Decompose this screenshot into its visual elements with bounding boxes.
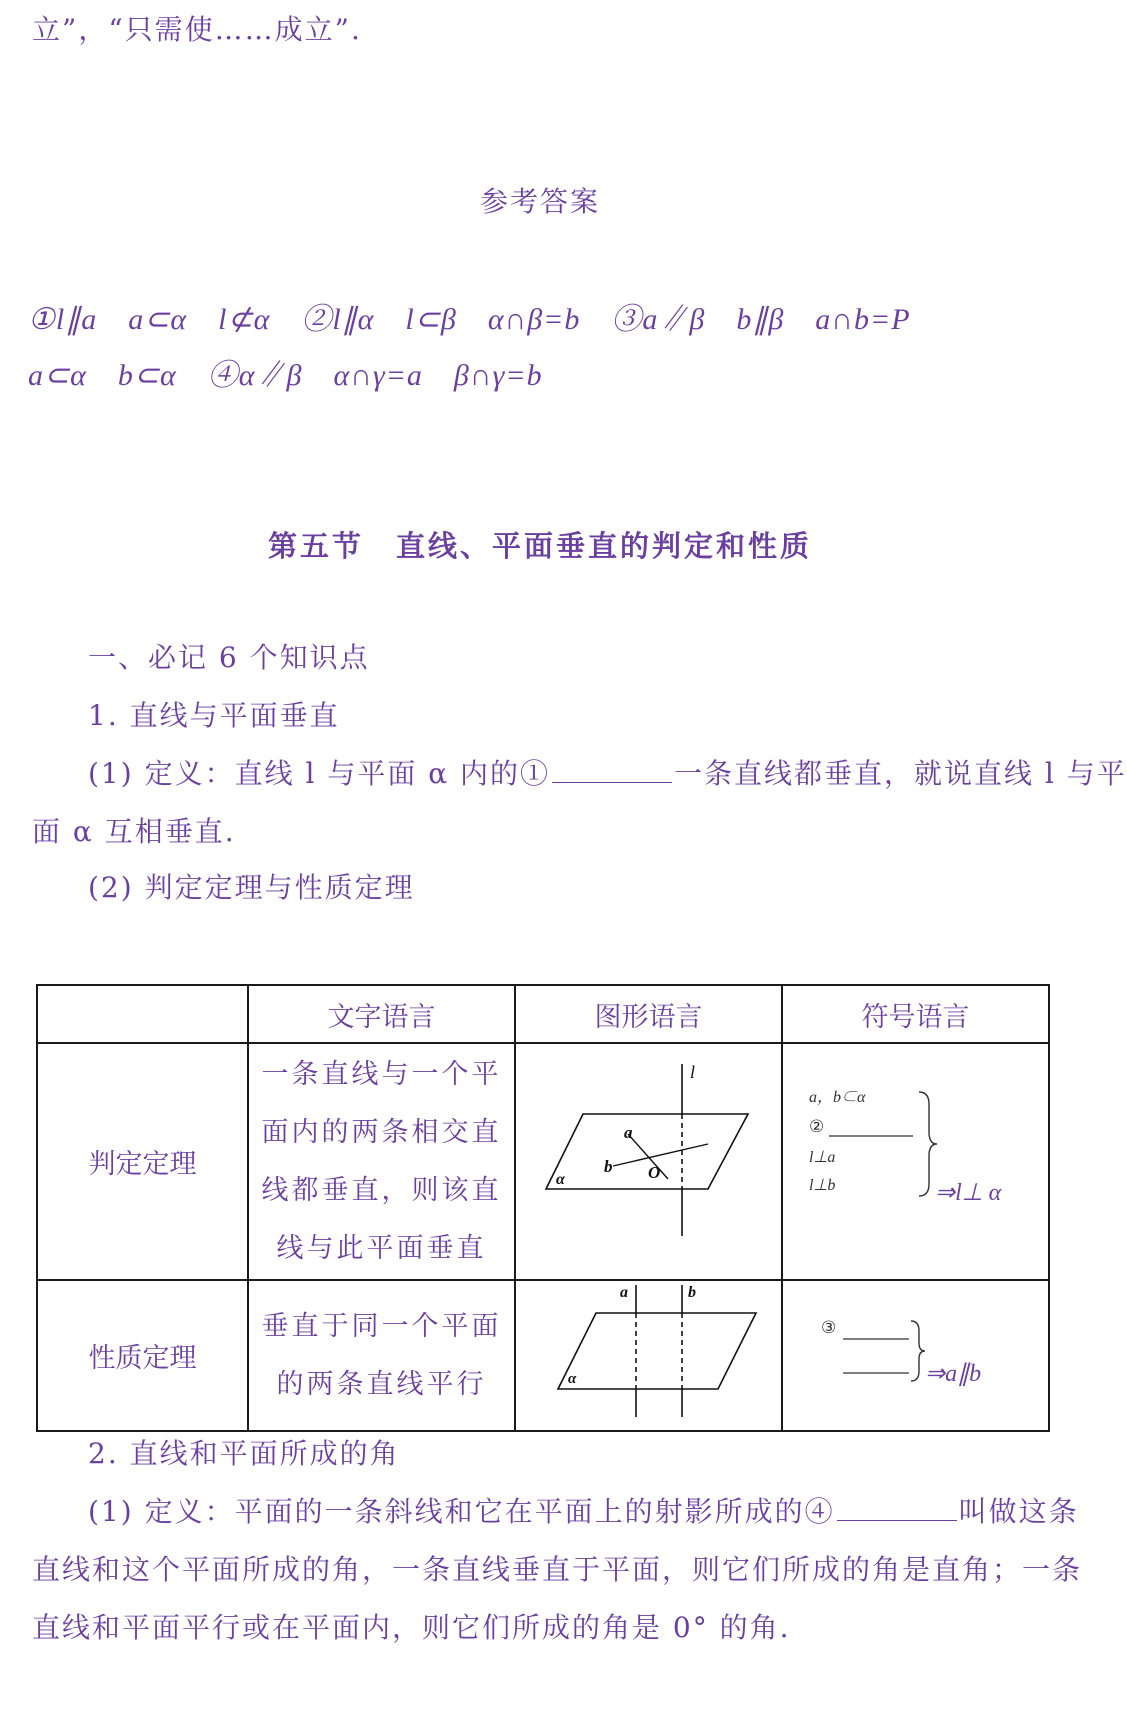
criterion-text-line: 一条直线与一个平 — [261, 1058, 502, 1090]
property-diagram — [518, 1281, 780, 1423]
label-b: b — [603, 1157, 612, 1176]
definition-paragraph — [88, 752, 1127, 792]
header-figure-language: 图形语言 — [515, 985, 782, 1043]
criterion-symbol-block — [785, 1044, 1047, 1272]
continuation-text: 立”，“只需使……成立”. — [32, 13, 362, 46]
plane-parallelogram — [546, 1114, 748, 1189]
label-a2: a — [619, 1284, 628, 1301]
criterion-text-line: 面内的两条相交直 — [261, 1116, 502, 1148]
table-row-criterion — [37, 1043, 1049, 1280]
section-title: 第五节 直线、平面垂直的判定和性质 — [267, 529, 812, 563]
label-a: a — [623, 1123, 632, 1142]
row-label-property: 性质定理 — [37, 1280, 248, 1431]
header-symbol-language: 符号语言 — [782, 985, 1049, 1043]
property-figure — [515, 1280, 782, 1431]
table-row-property — [37, 1280, 1049, 1431]
answers-line-2: a⊂α b⊂α ④α∥β α∩γ=a β∩γ=b — [28, 359, 543, 392]
property-symbols — [782, 1280, 1049, 1431]
header-text-language: 文字语言 — [248, 985, 515, 1043]
angle-def-text-a: (1) 定义：平面的一条斜线和它在平面上的射影所成的④ — [88, 1495, 835, 1528]
symbol-line-2: ② — [808, 1117, 824, 1136]
header-empty — [37, 985, 248, 1043]
definition-text-c: 面 α 互相垂直. — [32, 815, 236, 848]
answer-blank-1 — [552, 760, 672, 783]
label-alpha2: α — [567, 1371, 576, 1387]
subheading-theorems: (2) 判定定理与性质定理 — [88, 871, 415, 904]
property-symbol-block — [785, 1281, 1047, 1423]
symbol-line-3: l⊥a — [808, 1149, 835, 1166]
heading-knowledge-points: 一、必记 6 个知识点 — [88, 641, 370, 674]
symbol-result-2: ⇒a∥b — [924, 1361, 981, 1387]
label-b2: b — [687, 1284, 696, 1301]
theorem-table — [36, 984, 1050, 1432]
answers-line-1: ①l∥a a⊂α l⊄α ②l∥α l⊂β α∩β=b ③a∥β b∥β a∩b=P — [28, 303, 911, 336]
brace-icon — [911, 1321, 925, 1381]
symbol-line-3-circle: ③ — [820, 1318, 836, 1337]
criterion-figure — [515, 1043, 782, 1280]
row-label-criterion: 判定定理 — [37, 1043, 248, 1280]
property-text-line: 垂直于同一个平面 — [261, 1310, 502, 1342]
label-l: l — [689, 1062, 695, 1082]
property-text-line: 的两条直线平行 — [276, 1368, 487, 1400]
plane-parallelogram-2 — [558, 1313, 756, 1389]
heading-line-plane-angle: 2. 直线和平面所成的角 — [88, 1437, 400, 1470]
definition-text-b: 一条直线都垂直，就说直线 l 与平 — [674, 757, 1127, 790]
criterion-symbols — [782, 1043, 1049, 1280]
line-b — [613, 1144, 708, 1166]
heading-line-plane-perp: 1. 直线与平面垂直 — [88, 699, 340, 732]
criterion-text-line: 线都垂直，则该直 — [261, 1174, 502, 1206]
criterion-diagram — [518, 1044, 780, 1272]
criterion-text — [248, 1043, 515, 1280]
symbol-line-1: a，b⊂α — [808, 1089, 865, 1106]
angle-def-line-3: 直线和平面平行或在平面内，则它们所成的角是 0° 的角. — [32, 1611, 791, 1644]
table-header-row — [37, 985, 1049, 1043]
definition-text-a: (1) 定义：直线 l 与平面 α 内的① — [88, 757, 551, 790]
criterion-text-line: 线与此平面垂直 — [276, 1232, 487, 1264]
angle-def-line-2: 直线和这个平面所成的角，一条直线垂直于平面，则它们所成的角是直角；一条 — [32, 1553, 1083, 1586]
symbol-result: ⇒l⊥ α — [934, 1180, 1001, 1206]
label-alpha: α — [555, 1171, 565, 1188]
answers-title: 参考答案 — [479, 185, 600, 218]
property-text — [248, 1280, 515, 1431]
angle-definition-paragraph — [88, 1490, 1079, 1530]
label-o: O — [647, 1163, 660, 1182]
symbol-line-4: l⊥b — [808, 1177, 835, 1194]
answer-blank-4 — [837, 1498, 957, 1521]
angle-def-text-b: 叫做这条 — [958, 1495, 1079, 1528]
